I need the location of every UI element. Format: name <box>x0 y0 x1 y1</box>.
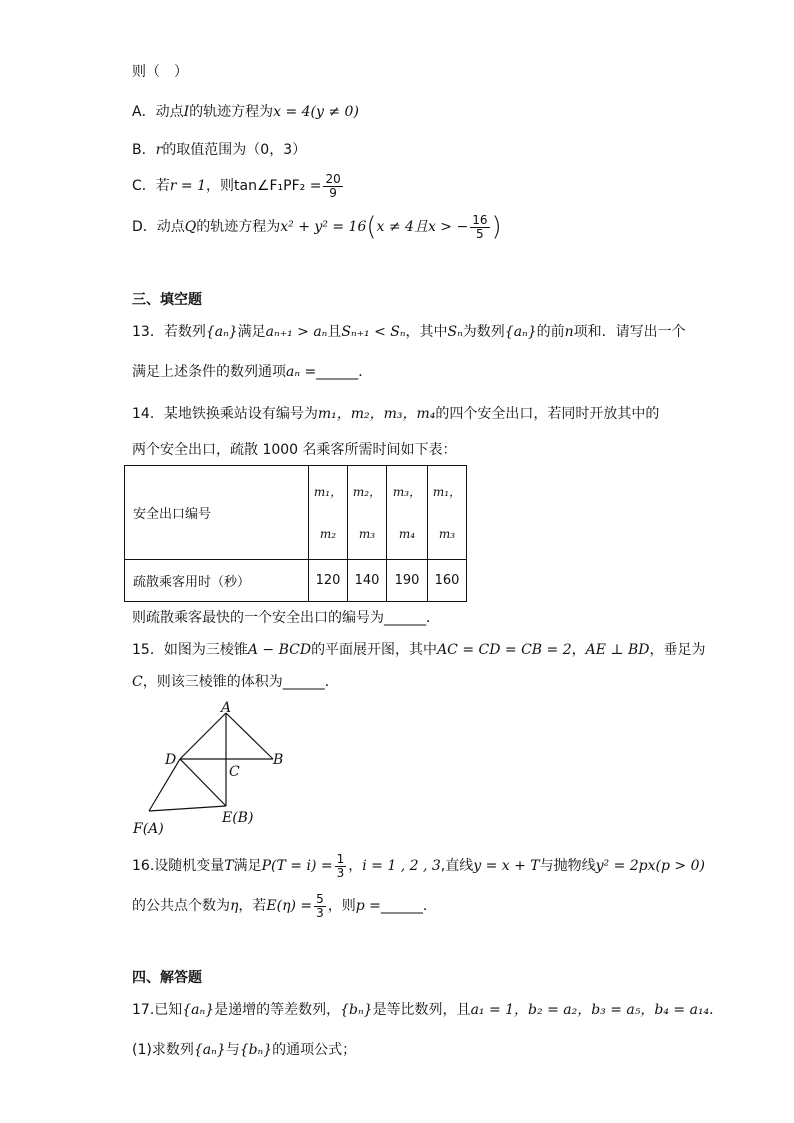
evacuation-table <box>124 465 467 602</box>
q15-line2: C，则该三棱锥的体积为______． <box>132 674 339 690</box>
section-heading-answer: 四、解答题 <box>132 970 202 986</box>
q15-line1: 15．如图为三棱锥A − BCD的平面展开图，其中AC = CD = CB = 2，AE ⊥ BD，垂足为 <box>132 642 706 658</box>
q12-option-a: A．动点I的轨迹方程为x = 4(y ≠ 0) <box>132 104 359 120</box>
table-row-label-time: 疏散乘客用时（秒） <box>125 560 309 602</box>
table-cell: 120 <box>309 560 348 602</box>
q12-option-d: D．动点Q的轨迹方程为x² + y² = 16(x ≠ 4且x > − $\frac{16}{5}$ ) <box>132 212 502 242</box>
pyramid-net-figure <box>125 698 300 838</box>
fraction: $\frac{1}{3}$ <box>336 851 345 880</box>
label-a: A <box>221 700 232 716</box>
table-cell: m₃， m₄ <box>387 466 428 560</box>
fraction: $\frac{20}{9}$ <box>325 171 341 200</box>
q16-line2: 的公共点个数为η，若E(η) = $\frac{5}{3}$ ，则p =______． <box>132 891 437 920</box>
label-e: E(B) <box>222 810 254 826</box>
table-cell: 190 <box>387 560 428 602</box>
q17-part1: (1)求数列{aₙ}与{bₙ}的通项公式； <box>132 1042 357 1058</box>
table-cell: 140 <box>348 560 387 602</box>
q14-after: 则疏散乘客最快的一个安全出口的编号为______． <box>132 610 440 626</box>
q14-line1: 14．某地铁换乘站设有编号为m₁，m₂，m₃，m₄的四个安全出口，若同时开放其中的 <box>132 406 660 422</box>
label-d: D <box>165 752 177 768</box>
q12-option-c: C．若r = 1，则tan∠F₁PF₂ = $\frac{20}{9}$ <box>132 171 341 200</box>
label-b: B <box>273 752 284 768</box>
q12-option-b: B．r的取值范围为（0，3） <box>132 142 307 158</box>
table-cell: m₂， m₃ <box>348 466 387 560</box>
fraction: $\frac{5}{3}$ <box>316 891 324 920</box>
label-f: F(A) <box>133 821 164 837</box>
section-heading-fill-in: 三、填空题 <box>132 292 202 308</box>
table-cell: m₁， m₂ <box>309 466 348 560</box>
table-cell: m₁， m₃ <box>428 466 467 560</box>
q14-line2: 两个安全出口，疏散 1000 名乘客所需时间如下表： <box>132 442 457 458</box>
q12-lead: 则（ ） <box>132 64 188 80</box>
q16-line1: 16.设随机变量T满足P(T = i) = $\frac{1}{3}$ ，i = 1 , 2 , 3,直线y = x + T与抛物线y² = 2px(p > 0) <box>132 851 705 880</box>
q13-line1: 13．若数列{aₙ}满足aₙ₊₁ > aₙ且Sₙ₊₁ < Sₙ，其中Sₙ为数列{aₙ}的前n项和．请写出一个 <box>132 324 686 340</box>
q17-line1: 17.已知{aₙ}是递增的等差数列，{bₙ}是等比数列，且a₁ = 1，b₂ = a₂，b₃ = a₅，b₄ = a₁₄． <box>132 1002 724 1018</box>
fraction: $\frac{16}{5}$ <box>472 212 488 241</box>
table-row-label-exits: 安全出口编号 <box>125 466 309 560</box>
label-c: C <box>229 764 240 780</box>
q13-line2: 满足上述条件的数列通项aₙ =______． <box>132 364 373 380</box>
table-cell: 160 <box>428 560 467 602</box>
